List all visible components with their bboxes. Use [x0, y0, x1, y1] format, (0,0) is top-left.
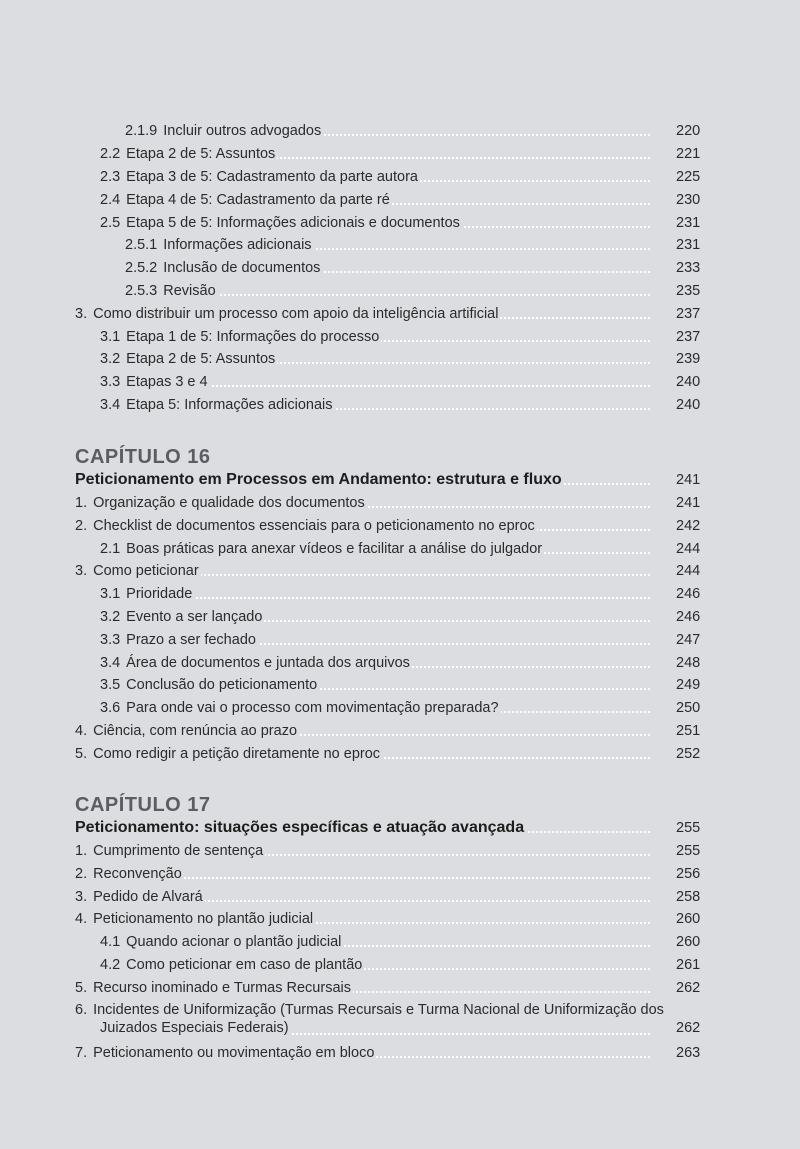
entry-title: Revisão	[163, 283, 216, 299]
page-number: 255	[676, 820, 701, 836]
toc-entry	[0, 515, 800, 537]
entry-title: Pedido de Alvará	[93, 889, 203, 905]
entry-title: Peticionamento no plantão judicial	[93, 911, 314, 927]
entry-title: Etapa 5 de 5: Informações adicionais e documentos	[126, 215, 460, 231]
entry-title: Checklist de documentos essenciais para o peticionamento no eproc	[93, 518, 535, 534]
page-number: 220	[676, 123, 701, 139]
toc-entry-wrapped	[0, 1001, 800, 1041]
page-number: 250	[676, 700, 701, 716]
entry-number: 3.	[75, 563, 88, 579]
entry-number: 2.3	[100, 169, 121, 185]
page-number: 263	[676, 1045, 701, 1061]
entry-title: Incluir outros advogados	[163, 123, 322, 139]
toc-entry	[0, 394, 800, 416]
page-number: 237	[676, 306, 701, 322]
entry-title: Área de documentos e juntada dos arquivos	[126, 655, 410, 671]
entry-number: 2.5.1	[125, 237, 158, 253]
page-number: 241	[676, 472, 701, 488]
entry-title: Boas práticas para anexar vídeos e facilitar a análise do julgador	[126, 541, 543, 557]
entry-title: Como peticionar em caso de plantão	[126, 957, 363, 973]
toc-entry	[0, 674, 800, 696]
entry-number: 4.	[75, 911, 88, 927]
page-number: 262	[676, 1020, 701, 1036]
chapter-heading: CAPÍTULO 16	[75, 446, 211, 468]
entry-number: 3.1	[100, 329, 121, 345]
chapter-title-entry	[0, 817, 800, 839]
entry-title: Reconvenção	[93, 866, 182, 882]
entry-number: 2.	[75, 518, 88, 534]
page-number: 262	[676, 980, 701, 996]
toc-entry	[0, 492, 800, 514]
chapter-title: Peticionamento: situações específicas e atuação avançada	[75, 819, 525, 836]
entry-number: 4.1	[100, 934, 121, 950]
entry-number: 3.2	[100, 351, 121, 367]
toc-entry	[0, 606, 800, 628]
entry-title: Organização e qualidade dos documentos	[93, 495, 365, 511]
entry-title: Etapas 3 e 4	[126, 374, 208, 390]
page-number: 231	[676, 237, 701, 253]
toc-entry	[0, 212, 800, 234]
entry-number: 3.1	[100, 586, 121, 602]
chapter-title: Peticionamento em Processos em Andamento: estrutura e fluxo	[75, 471, 562, 488]
page-number: 244	[676, 541, 701, 557]
chapter-title-entry	[0, 469, 800, 491]
page-number: 240	[676, 374, 701, 390]
toc-entry	[0, 908, 800, 930]
toc-entry	[0, 166, 800, 188]
entry-number: 3.3	[100, 374, 121, 390]
entry-title: Para onde vai o processo com movimentação preparada?	[126, 700, 499, 716]
page-number: 249	[676, 677, 701, 693]
entry-title-line-2: Juizados Especiais Federais)	[75, 1019, 291, 1037]
page-number: 235	[676, 283, 701, 299]
page-number: 252	[676, 746, 701, 762]
page-number: 247	[676, 632, 701, 648]
entry-number: 3.	[75, 306, 88, 322]
entry-number: 3.6	[100, 700, 121, 716]
page-number: 240	[676, 397, 701, 413]
toc-entry	[0, 234, 800, 256]
entry-title: Prioridade	[126, 586, 193, 602]
entry-title: Peticionamento ou movimentação em bloco	[93, 1045, 375, 1061]
toc-entry	[0, 280, 800, 302]
toc-entry	[0, 697, 800, 719]
toc-entry	[0, 257, 800, 279]
page-number: 260	[676, 911, 701, 927]
page-number: 246	[676, 586, 701, 602]
page-number: 242	[676, 518, 701, 534]
entry-title: Etapa 5: Informações adicionais	[126, 397, 333, 413]
entry-title: Ciência, com renúncia ao prazo	[93, 723, 298, 739]
page-number: 233	[676, 260, 701, 276]
toc-entry	[0, 931, 800, 953]
entry-number: 2.2	[100, 146, 121, 162]
page-number: 221	[676, 146, 701, 162]
entry-number: 3.4	[100, 397, 121, 413]
page-number: 258	[676, 889, 701, 905]
entry-number: 3.2	[100, 609, 121, 625]
entry-title: Como peticionar	[93, 563, 199, 579]
page-number: 230	[676, 192, 701, 208]
chapter-heading: CAPÍTULO 17	[75, 794, 211, 816]
page-number: 256	[676, 866, 701, 882]
entry-number: 3.	[75, 889, 88, 905]
entry-title: Inclusão de documentos	[163, 260, 321, 276]
page-number: 225	[676, 169, 701, 185]
toc-entry	[0, 583, 800, 605]
page-number: 231	[676, 215, 701, 231]
entry-title: Recurso inominado e Turmas Recursais	[93, 980, 351, 996]
entry-number: 1.	[75, 495, 88, 511]
entry-title: Etapa 3 de 5: Cadastramento da parte autora	[126, 169, 418, 185]
toc-entry	[0, 303, 800, 325]
page-number: 237	[676, 329, 701, 345]
toc-entry	[0, 629, 800, 651]
toc-entry	[0, 977, 800, 999]
entry-number: 3.5	[100, 677, 121, 693]
toc-entry	[0, 720, 800, 742]
page-number: 251	[676, 723, 701, 739]
toc-entry	[0, 326, 800, 348]
toc-entry	[0, 371, 800, 393]
toc-entry	[0, 1042, 800, 1064]
entry-number: 6.	[75, 1002, 88, 1018]
toc-entry	[0, 954, 800, 976]
entry-number: 2.5.3	[125, 283, 158, 299]
toc-entry	[0, 863, 800, 885]
page-number: 260	[676, 934, 701, 950]
toc-entry	[0, 189, 800, 211]
entry-title: Como redigir a petição diretamente no eproc	[93, 746, 381, 762]
page-number: 241	[676, 495, 701, 511]
entry-title: Quando acionar o plantão judicial	[126, 934, 342, 950]
entry-number: 2.1.9	[125, 123, 158, 139]
toc-entry	[0, 886, 800, 908]
entry-title: Informações adicionais	[163, 237, 312, 253]
entry-number: 4.	[75, 723, 88, 739]
entry-number: 4.2	[100, 957, 121, 973]
toc-entry	[0, 348, 800, 370]
page-number: 239	[676, 351, 701, 367]
page-number: 255	[676, 843, 701, 859]
entry-number: 2.5.2	[125, 260, 158, 276]
toc-entry	[0, 120, 800, 142]
entry-number: 2.4	[100, 192, 121, 208]
toc-entry	[0, 743, 800, 765]
entry-title: Etapa 4 de 5: Cadastramento da parte ré	[126, 192, 390, 208]
entry-number: 1.	[75, 843, 88, 859]
page-number: 244	[676, 563, 701, 579]
entry-title: Prazo a ser fechado	[126, 632, 256, 648]
entry-number: 2.5	[100, 215, 121, 231]
entry-title: Evento a ser lançado	[126, 609, 263, 625]
entry-number: 2.	[75, 866, 88, 882]
toc-entry	[0, 560, 800, 582]
entry-number: 3.4	[100, 655, 121, 671]
entry-title: Etapa 2 de 5: Assuntos	[126, 351, 276, 367]
entry-number: 3.3	[100, 632, 121, 648]
toc-entry	[0, 652, 800, 674]
toc-entry	[0, 538, 800, 560]
entry-number: 2.1	[100, 541, 121, 557]
entry-title: Como distribuir um processo com apoio da inteligência artificial	[93, 306, 499, 322]
page-number: 246	[676, 609, 701, 625]
page-number: 248	[676, 655, 701, 671]
entry-title: Etapa 1 de 5: Informações do processo	[126, 329, 380, 345]
entry-title: Cumprimento de sentença	[93, 843, 264, 859]
entry-title-line-1: Incidentes de Uniformização (Turmas Recursais e Turma Nacional de Uniformização dos	[93, 1002, 664, 1018]
entry-number: 5.	[75, 746, 88, 762]
entry-title: Conclusão do peticionamento	[126, 677, 318, 693]
entry-number: 5.	[75, 980, 88, 996]
toc-entry	[0, 143, 800, 165]
toc-entry	[0, 840, 800, 862]
entry-number: 7.	[75, 1045, 88, 1061]
page-number: 261	[676, 957, 701, 973]
entry-title: Etapa 2 de 5: Assuntos	[126, 146, 276, 162]
